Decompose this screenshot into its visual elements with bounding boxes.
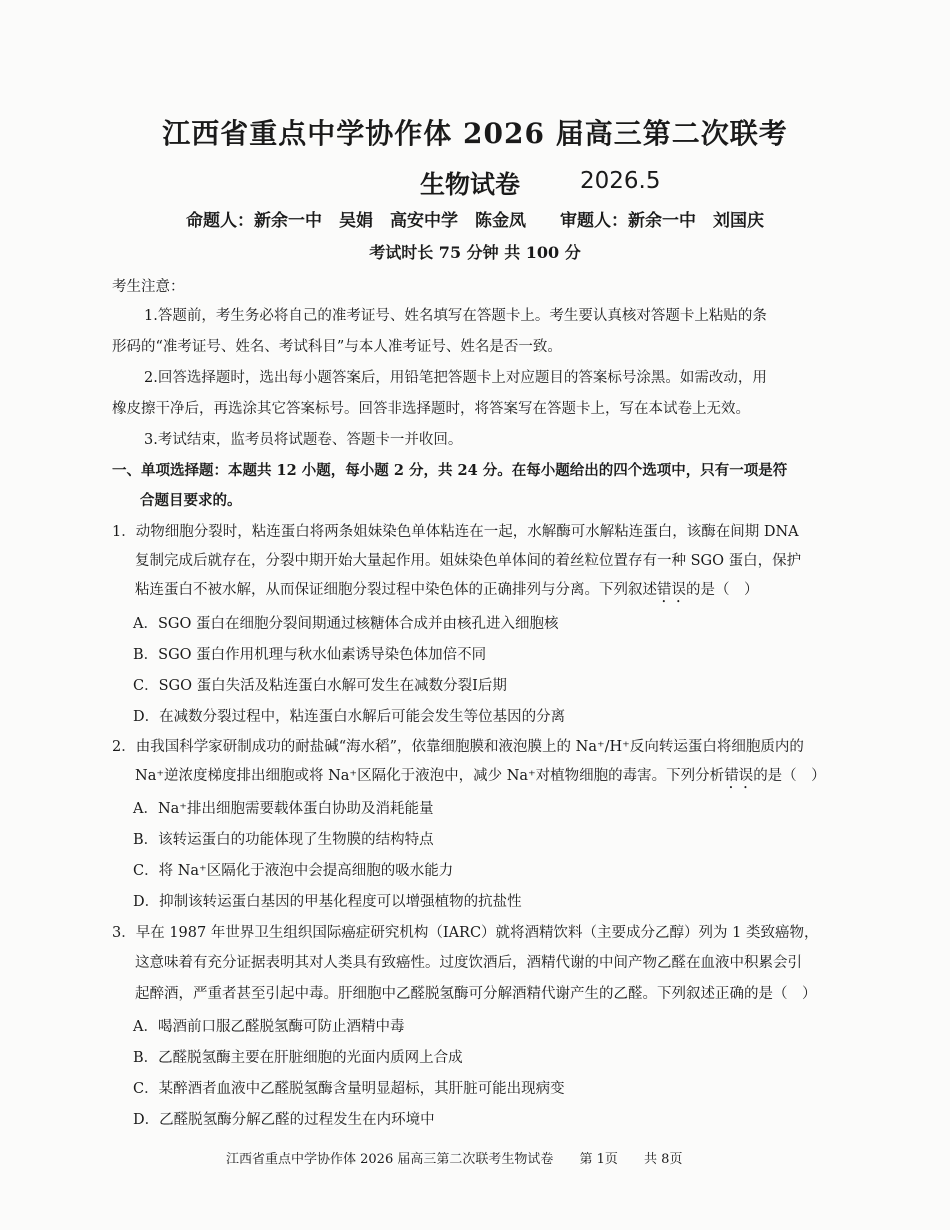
question-3-option-c: C．某醉酒者血液中乙醛脱氢酶含量明显超标，其肝脏可能出现病变 [133,1081,565,1097]
question-1-line-3: 粘连蛋白不被水解，从而保证细胞分裂过程中染色体的正确排列与分离。下列叙述错误的是（ ） [135,582,759,598]
question-3-line-2: 这意味着有充分证据表明其对人类具有致癌性。过度饮酒后，酒精代谢的中间产物乙醛在血液中积累会引 [135,955,802,971]
notice-item-2-line-2: 橡皮擦干净后，再选涂其它答案标号。回答非选择题时，将答案写在答题卡上，写在本试卷上无效。 [112,401,750,417]
question-2-option-c: C．将 Na⁺区隔化于液泡中会提高细胞的吸水能力 [133,863,454,879]
question-3-option-a: A．喝酒前口服乙醛脱氢酶可防止酒精中毒 [133,1019,405,1035]
question-2-line-1: 2．由我国科学家研制成功的耐盐碱“海水稻”，依靠细胞膜和液泡膜上的 Na⁺/H⁺反向转运蛋白将细胞质内的 [112,739,804,755]
emphasis-mark: 错误 [657,582,686,598]
question-1-line-2: 复制完成后就存在，分裂中期开始大量起作用。姐妹染色单体间的着丝粒位置存有一种 SGO 蛋白，保护 [135,553,802,569]
page-footer [226,1148,704,1167]
section-heading-line-1: 一、单项选择题：本题共 12 小题，每小题 2 分，共 24 分。在每小题给出的四个选项中，只有一项是符 [112,462,788,479]
question-2-option-a: A．Na⁺排出细胞需要载体蛋白协助及消耗能量 [133,801,434,817]
emphasis-mark: 错误 [724,768,754,784]
question-1-option-c: C．SGO 蛋白失活及粘连蛋白水解可发生在减数分裂Ⅰ后期 [133,678,507,694]
exam-subject: 生物试卷 [420,170,521,199]
question-1-option-b: B．SGO 蛋白作用机理与秋水仙素诱导染色体加倍不同 [133,647,487,663]
footer-exam-name: 江西省重点中学协作体 2026 届高三第二次联考生物试卷 [226,1152,554,1167]
exam-date: 2026.5 [580,168,661,194]
question-3-option-d: D．乙醛脱氢酶分解乙醛的过程发生在内环境中 [133,1112,435,1128]
question-2-option-b: B．该转运蛋白的功能体现了生物膜的结构特点 [133,832,434,848]
exam-authors: 命题人：新余一中 吴娟 高安中学 陈金凤 审题人：新余一中 刘国庆 [186,211,764,231]
notice-item-1-line-2: 形码的“准考证号、姓名、考试科目”与本人准考证号、姓名是否一致。 [112,339,562,355]
question-3-line-3: 起醉酒，严重者甚至引起中毒。肝细胞中乙醛脱氢酶可分解酒精代谢产生的乙醛。下列叙述正确的是（ ） [135,986,817,1002]
question-1-option-d: D．在减数分裂过程中，粘连蛋白水解后可能会发生等位基因的分离 [133,709,566,725]
question-2-option-d: D．抑制该转运蛋白基因的甲基化程度可以增强植物的抗盐性 [133,894,522,910]
footer-total-pages: 共 8页 [644,1152,683,1167]
question-3-line-1: 3．早在 1987 年世界卫生组织国际癌症研究机构（IARC）就将酒精饮料（主要成分乙醇）列为 1 类致癌物， [112,925,819,941]
question-2-line-2: Na⁺逆浓度梯度排出细胞或将 Na⁺区隔化于液泡中，减少 Na⁺对植物细胞的毒害。下列分析错误的是（ ） [135,768,826,784]
question-1-option-a: A．SGO 蛋白在细胞分裂间期通过核糖体合成并由核孔进入细胞核 [133,616,559,632]
notice-item-3: 3.考试结束，监考员将试题卷、答题卡一并收回。 [144,432,463,448]
section-heading-line-2: 合题目要求的。 [140,492,242,509]
question-3-option-b: B．乙醛脱氢酶主要在肝脏细胞的光面内质网上合成 [133,1050,463,1066]
question-1-line-1: 1．动物细胞分裂时，粘连蛋白将两条姐妹染色单体粘连在一起，水解酶可水解粘连蛋白，该酶在间期 DNA [112,524,799,540]
footer-page-number: 第 1页 [579,1152,618,1167]
notice-item-2-line-1: 2.回答选择题时，选出每小题答案后，用铅笔把答题卡上对应题目的答案标号涂黑。如需改动，用 [144,370,767,386]
notice-heading: 考生注意： [112,279,185,295]
exam-title: 江西省重点中学协作体 2026 届高三第二次联考 [162,117,788,150]
exam-duration: 考试时长 75 分钟 共 100 分 [369,243,581,262]
notice-item-1-line-1: 1.答题前，考生务必将自己的准考证号、姓名填写在答题卡上。考生要认真核对答题卡上粘贴的条 [144,308,767,324]
